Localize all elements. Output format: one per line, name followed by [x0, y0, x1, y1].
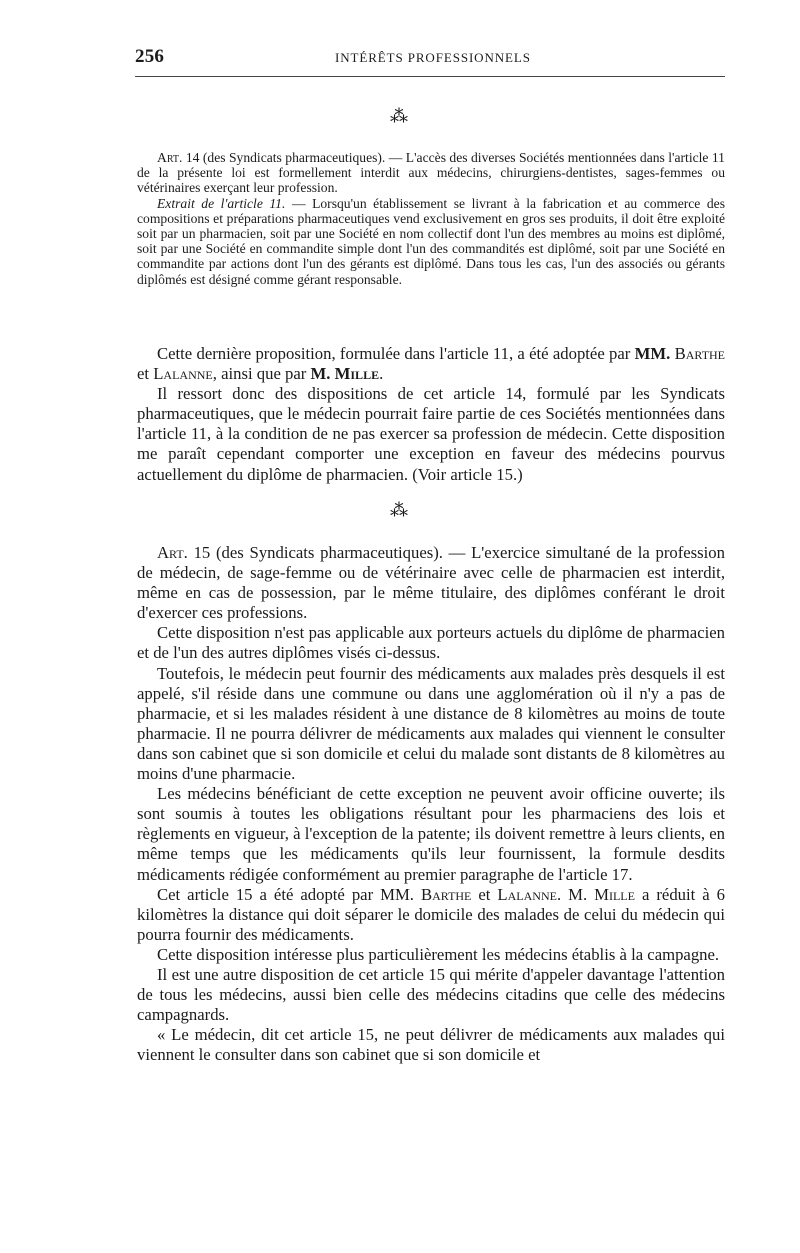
text-span: .	[379, 364, 384, 384]
header-rule	[135, 76, 725, 77]
asterism-glyph: ⁂	[390, 500, 410, 520]
article-14-paragraph	[137, 150, 725, 196]
running-title: INTÉRÊTS PROFESSIONNELS	[335, 50, 531, 65]
author-name-barthe: Barthe	[674, 344, 726, 363]
text-span: et	[471, 884, 498, 904]
article-14-commentary	[137, 344, 725, 485]
article-15-label: Art. 15	[157, 543, 211, 562]
article-15-paragraph-3: Toutefois, le médecin peut fournir des médicaments aux malades près desquels il est appelé, s'il réside dans une commune ou dans une agglomération où il n'y a pas de pharmacie, et si les malades résident à une distance de 8 kilomètres au moins de toute pharmacie. Il ne pourra délivrer de médicaments aux malades qui viennent le consulter dans son cabinet que si son domicile et celui du malade sont distants de 8 kilomètres au moins d'une pharmacie.	[137, 663, 725, 784]
honorific: MM.	[634, 344, 671, 363]
article-15-section	[137, 543, 725, 1065]
commentary-15-paragraph-3: Il est une autre disposition de cet article 15 qui mérite d'appeler davantage l'attention de tous les médecins, aussi bien celle des médecins citadins que celle des médecins campagnards.	[137, 964, 725, 1025]
article-11-extract-label: Extrait de l'article 11.	[157, 195, 286, 211]
article-15-paragraph-2: Cette disposition n'est pas applicable aux porteurs actuels du diplôme de pharmacien et de l'un des autres diplômes visés ci-dessus.	[137, 623, 725, 663]
article-14-text: (des Syndicats pharmaceutiques). — L'accès des diverses Sociétés mentionnées dans l'article 11 de la présente loi est formellement interdit aux médecins, chirurgiens-dentistes, sages-femmes ou vétérinaires exerçant leur profession.	[137, 150, 725, 196]
text-span: Cet article 15 a été adopté par	[157, 884, 381, 904]
honorific: M.	[310, 364, 331, 384]
text-span: a réduit à 6 kilomètres la distance qui doit séparer le domicile des malades de celui du médecin qui pourra fournir des médicaments.	[137, 884, 726, 944]
text-span: Cette dernière proposition, formulée dans l'article 11, a été adoptée par	[157, 344, 635, 363]
asterism-separator	[0, 106, 800, 126]
commentary-14-paragraph-1	[137, 344, 725, 384]
article-14-quote	[137, 150, 725, 287]
author-name-lalanne: Lalanne	[497, 884, 557, 904]
author-name-lalanne: Lalanne	[153, 364, 213, 384]
honorific: MM.	[380, 884, 414, 904]
article-14-label: Art. 14	[157, 150, 200, 165]
text-span: .	[556, 884, 569, 904]
commentary-15-paragraph-1	[137, 885, 725, 945]
author-name-mille: Mille	[594, 884, 635, 904]
article-11-extract-text: — Lorsqu'un établissement se livrant à la fabrication et au commerce des compositions et préparations pharmaceutiques vend exclusivement en gros ses produits, il doit être exploité soit par un pharmacien, soit par une Société en nom collectif dont l'un des membres au moins est diplômé, soit par une Société en commandite simple dont l'un des commandités est diplômé, soit par une Société en commandite par actions dont l'un des gérants est diplômé. Dans tous les cas, l'un des associés ou gérants diplômés est désigné comme gérant responsable.	[137, 195, 726, 287]
article-15-text: (des Syndicats pharmaceutiques). — L'exercice simultané de la profession de médecin, de sage-femme ou de vétérinaire avec celle de pharmacien est interdit, même en cas de possession, par le même titulaire, des diplômes conférant le droit d'exercer ces professions.	[137, 543, 725, 623]
article-11-extract-paragraph	[137, 196, 725, 287]
article-15-paragraph-4: Les médecins bénéficiant de cette exception ne peuvent avoir officine ouverte; ils sont soumis à toutes les obligations résultant pour les pharmaciens des lois et règlements en vigueur, à l'exception de la patente; ils doivent remettre à leurs clients, en même temps que les médicaments qu'ils leur fournissent, la formule desdits médicaments rédigée conformément au premier paragraphe de l'article 17.	[137, 784, 725, 884]
asterism-glyph: ⁂	[390, 106, 410, 126]
page-number: 256	[135, 46, 165, 67]
author-name-barthe: Barthe	[420, 884, 472, 904]
commentary-15-paragraph-4: « Le médecin, dit cet article 15, ne peut délivrer de médicaments aux malades qui viennent le consulter dans son cabinet que si son domicile et	[137, 1025, 725, 1065]
article-15-paragraph-1	[137, 543, 725, 623]
page-header	[135, 46, 725, 72]
text-span: et	[137, 364, 154, 384]
text-span: , ainsi que par	[212, 364, 311, 384]
commentary-14-paragraph-2: Il ressort donc des dispositions de cet article 14, formulé par les Syndicats pharmaceutiques, que le médecin pourrait faire partie de ces Sociétés mentionnées dans l'article 11, à la condition de ne pas exercer sa profession de médecin. Cette disposition me paraît cependant comporter une exception en faveur des médecins pourvus actuellement du diplôme de pharmacien. (Voir article 15.)	[137, 384, 725, 484]
asterism-separator-2	[0, 500, 800, 520]
honorific: M.	[568, 884, 588, 904]
author-name-mille: Mille	[334, 364, 380, 384]
commentary-15-paragraph-2: Cette disposition intéresse plus particulièrement les médecins établis à la campagne.	[157, 944, 720, 964]
